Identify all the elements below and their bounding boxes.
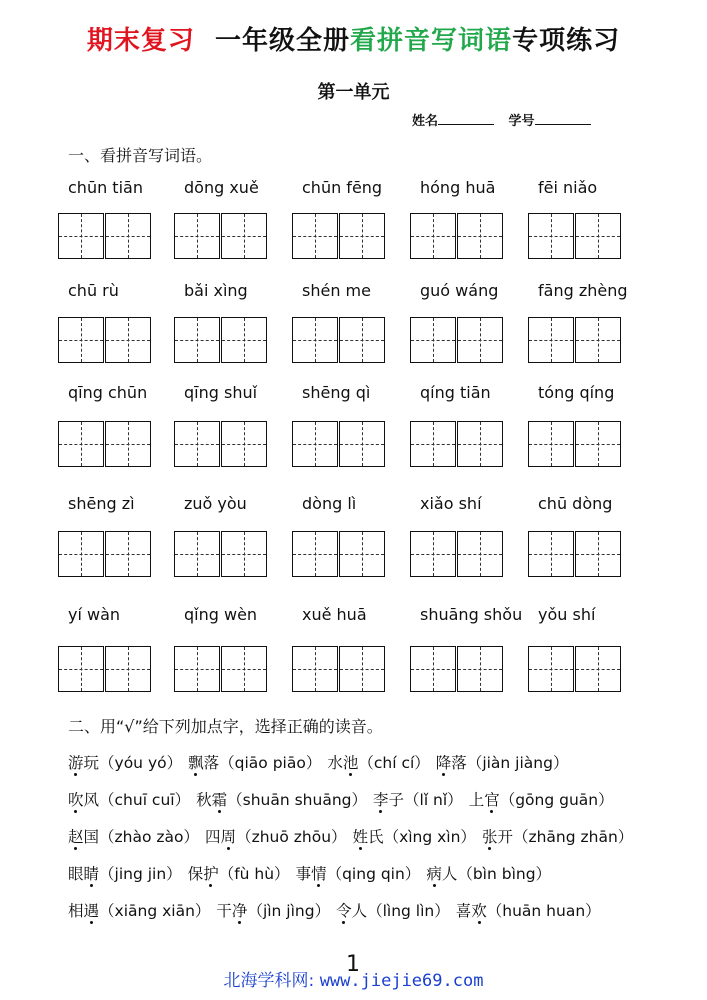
- pinyin-prompt: chūn tiān: [68, 178, 143, 197]
- word-suffix: 落: [203, 754, 220, 772]
- pronunciation-options[interactable]: （zhāng zhān）: [512, 828, 634, 846]
- pinyin-prompt: yí wàn: [68, 605, 121, 624]
- writing-box[interactable]: [105, 531, 151, 577]
- writing-box[interactable]: [528, 646, 574, 692]
- writing-box[interactable]: [221, 531, 267, 577]
- pronunciation-options[interactable]: （zhuō zhōu）: [236, 828, 347, 846]
- id-blank[interactable]: [535, 112, 591, 125]
- choice-line: [68, 899, 607, 921]
- writing-box[interactable]: [528, 317, 574, 363]
- writing-box[interactable]: [105, 213, 151, 259]
- writing-box[interactable]: [105, 421, 151, 467]
- writing-box[interactable]: [339, 421, 385, 467]
- pinyin-prompt: hóng huā: [420, 178, 496, 197]
- choice-item[interactable]: [188, 751, 321, 773]
- choice-item[interactable]: [353, 825, 476, 847]
- writing-box[interactable]: [575, 421, 621, 467]
- writing-box[interactable]: [292, 646, 338, 692]
- writing-box[interactable]: [292, 317, 338, 363]
- dotted-character: 李: [373, 788, 389, 810]
- writing-box[interactable]: [221, 213, 267, 259]
- pronunciation-options[interactable]: （jìn jìng）: [247, 902, 331, 920]
- choice-item[interactable]: [68, 751, 182, 773]
- pinyin-prompt: shuāng shǒu: [420, 605, 523, 624]
- dotted-character: 吹: [68, 788, 84, 810]
- writing-box[interactable]: [339, 646, 385, 692]
- dotted-character: 飘: [188, 751, 204, 773]
- writing-box[interactable]: [410, 531, 456, 577]
- writing-box[interactable]: [410, 213, 456, 259]
- pinyin-prompt: fāng zhèng: [538, 281, 628, 300]
- writing-box[interactable]: [221, 646, 267, 692]
- word-suffix: 玩: [83, 754, 100, 772]
- writing-box[interactable]: [457, 646, 503, 692]
- pinyin-prompt: dòng lì: [302, 494, 357, 513]
- dotted-character: 净: [232, 899, 248, 921]
- pronunciation-options[interactable]: （xìng xìn）: [383, 828, 476, 846]
- title-part-topic: 看拼音写词语: [350, 26, 513, 56]
- writing-box[interactable]: [58, 646, 104, 692]
- writing-box[interactable]: [410, 421, 456, 467]
- word-suffix: 开: [497, 828, 513, 846]
- writing-box[interactable]: [221, 317, 267, 363]
- writing-box[interactable]: [174, 421, 220, 467]
- section2-heading: 二、用“√”给下列加点字，选择正确的读音。: [68, 717, 383, 736]
- section1-heading: 一、看拼音写词语。: [68, 146, 213, 165]
- writing-box[interactable]: [292, 421, 338, 467]
- writing-box[interactable]: [105, 317, 151, 363]
- choice-line: [68, 751, 574, 773]
- word-prefix: 秋: [196, 791, 212, 809]
- word-suffix: 人: [351, 902, 368, 920]
- title-part-review: 期末复习: [86, 26, 195, 56]
- writing-box[interactable]: [410, 646, 456, 692]
- pinyin-prompt: fēi niǎo: [538, 178, 598, 197]
- word-prefix: 相: [68, 902, 84, 920]
- title-part-grade: 一年级全册: [215, 26, 351, 56]
- writing-box[interactable]: [575, 531, 621, 577]
- dotted-character: 张: [482, 825, 498, 847]
- word-prefix: 干: [216, 902, 232, 920]
- pinyin-prompt: shēng qì: [302, 383, 371, 402]
- choice-line: [68, 788, 620, 810]
- dotted-character: 欢: [471, 899, 487, 921]
- writing-box[interactable]: [292, 531, 338, 577]
- word-prefix: 事: [295, 865, 312, 883]
- choice-item[interactable]: [68, 825, 199, 847]
- writing-box[interactable]: [105, 646, 151, 692]
- pronunciation-options[interactable]: （lìng lìn）: [367, 902, 450, 920]
- dotted-character: 周: [221, 825, 237, 847]
- writing-box[interactable]: [221, 421, 267, 467]
- word-prefix: 保: [187, 865, 204, 883]
- choice-item[interactable]: [196, 788, 367, 810]
- writing-box[interactable]: [575, 213, 621, 259]
- writing-box[interactable]: [174, 213, 220, 259]
- writing-box[interactable]: [58, 317, 104, 363]
- pronunciation-options[interactable]: （yóu yó）: [99, 754, 183, 772]
- writing-box[interactable]: [339, 317, 385, 363]
- choice-item[interactable]: [469, 788, 614, 810]
- dotted-character: 情: [311, 862, 327, 884]
- dotted-character: 姓: [353, 825, 369, 847]
- pinyin-prompt: shén me: [302, 281, 371, 300]
- pronunciation-options[interactable]: （jiàn jiàng）: [466, 754, 569, 772]
- pinyin-prompt: qíng tiān: [420, 383, 491, 402]
- title-part-practice: 专项练习: [512, 26, 621, 56]
- dotted-character: 赵: [68, 825, 84, 847]
- writing-box[interactable]: [457, 213, 503, 259]
- writing-box[interactable]: [410, 317, 456, 363]
- footer-url[interactable]: www.jiejie69.com: [319, 971, 484, 991]
- writing-box[interactable]: [457, 317, 503, 363]
- pronunciation-options[interactable]: （shuān shuāng）: [227, 791, 367, 809]
- writing-box[interactable]: [528, 421, 574, 467]
- pronunciation-options[interactable]: （lǐ nǐ）: [404, 791, 463, 809]
- pronunciation-options[interactable]: （jing jin）: [99, 865, 182, 883]
- dotted-character: 池: [343, 751, 359, 773]
- pinyin-prompt: tóng qíng: [538, 383, 615, 402]
- writing-box[interactable]: [174, 646, 220, 692]
- dotted-character: 遇: [84, 899, 100, 921]
- pinyin-prompt: chū rù: [68, 281, 119, 300]
- pinyin-prompt: bǎi xìng: [184, 281, 248, 300]
- word-suffix: 落: [451, 754, 467, 772]
- writing-box[interactable]: [575, 317, 621, 363]
- choice-item[interactable]: [336, 899, 450, 921]
- pronunciation-options[interactable]: （xiāng xiān）: [99, 902, 211, 920]
- pinyin-prompt: chū dòng: [538, 494, 613, 513]
- choice-item[interactable]: [216, 899, 330, 921]
- pinyin-prompt: yǒu shí: [538, 605, 596, 624]
- word-prefix: 眼: [68, 865, 84, 883]
- writing-box[interactable]: [457, 421, 503, 467]
- writing-box[interactable]: [174, 531, 220, 577]
- pronunciation-options[interactable]: （bìn bìng）: [457, 865, 552, 883]
- word-suffix: 国: [83, 828, 100, 846]
- writing-box[interactable]: [58, 531, 104, 577]
- choice-item[interactable]: [456, 899, 601, 921]
- word-suffix: 子: [388, 791, 405, 809]
- choice-item[interactable]: [296, 862, 421, 884]
- writing-box[interactable]: [528, 531, 574, 577]
- choice-item[interactable]: [205, 825, 347, 847]
- writing-box[interactable]: [457, 531, 503, 577]
- word-suffix: 风: [83, 791, 100, 809]
- word-prefix: 喜: [455, 902, 472, 920]
- writing-box[interactable]: [174, 317, 220, 363]
- name-blank[interactable]: [438, 112, 494, 125]
- pronunciation-options[interactable]: （gōng guān）: [499, 791, 614, 809]
- pinyin-prompt: xiǎo shí: [420, 494, 482, 513]
- pinyin-prompt: dōng xuě: [184, 178, 259, 197]
- student-info-row: [412, 110, 601, 129]
- footer-site-name: 北海学科网:: [223, 971, 315, 991]
- dotted-character: 病: [426, 862, 442, 884]
- pinyin-prompt: shēng zì: [68, 494, 135, 513]
- choice-item[interactable]: [327, 751, 429, 773]
- pronunciation-options[interactable]: （chí cí）: [358, 754, 430, 772]
- choice-item[interactable]: [68, 788, 190, 810]
- dotted-character: 睛: [84, 862, 100, 884]
- pinyin-prompt: xuě huā: [302, 605, 367, 624]
- pinyin-prompt: qīng chūn: [68, 383, 148, 402]
- choice-item[interactable]: [436, 751, 569, 773]
- pinyin-prompt: qīng shuǐ: [184, 383, 258, 402]
- page-title: [0, 20, 707, 57]
- pronunciation-options[interactable]: （huān huan）: [486, 902, 601, 920]
- dotted-character: 官: [484, 788, 500, 810]
- choice-item[interactable]: [68, 862, 182, 884]
- choice-line: [68, 862, 557, 884]
- pronunciation-options[interactable]: （fù hù）: [218, 865, 290, 883]
- pronunciation-options[interactable]: （qing qin）: [326, 865, 421, 883]
- choice-item[interactable]: [188, 862, 290, 884]
- pronunciation-options[interactable]: （chuī cuī）: [99, 791, 191, 809]
- page-number: 1: [346, 952, 360, 977]
- dotted-character: 降: [436, 751, 452, 773]
- word-prefix: 四: [205, 828, 221, 846]
- dotted-character: 游: [68, 751, 84, 773]
- choice-line: [68, 825, 639, 847]
- word-suffix: 人: [441, 865, 458, 883]
- pinyin-prompt: qǐng wèn: [184, 605, 258, 624]
- choice-item[interactable]: [68, 899, 210, 921]
- choice-item[interactable]: [426, 862, 551, 884]
- dotted-character: 护: [203, 862, 219, 884]
- pinyin-prompt: guó wáng: [420, 281, 499, 300]
- writing-box[interactable]: [339, 531, 385, 577]
- choice-item[interactable]: [482, 825, 633, 847]
- choice-item[interactable]: [373, 788, 463, 810]
- name-label: 姓名: [412, 114, 439, 129]
- dotted-character: 霜: [212, 788, 228, 810]
- writing-box[interactable]: [528, 213, 574, 259]
- pinyin-prompt: chūn fēng: [302, 178, 383, 197]
- dotted-character: 令: [336, 899, 352, 921]
- writing-box[interactable]: [575, 646, 621, 692]
- writing-box[interactable]: [292, 213, 338, 259]
- pinyin-prompt: zuǒ yòu: [184, 494, 247, 513]
- writing-box[interactable]: [58, 213, 104, 259]
- unit-heading: 第一单元: [317, 82, 390, 103]
- word-prefix: 上: [468, 791, 485, 809]
- word-suffix: 氏: [368, 828, 384, 846]
- id-label: 学号: [508, 114, 535, 129]
- pronunciation-options[interactable]: （zhào zào）: [99, 828, 200, 846]
- writing-box[interactable]: [58, 421, 104, 467]
- pronunciation-options[interactable]: （qiāo piāo）: [219, 754, 322, 772]
- word-prefix: 水: [327, 754, 343, 772]
- writing-box[interactable]: [339, 213, 385, 259]
